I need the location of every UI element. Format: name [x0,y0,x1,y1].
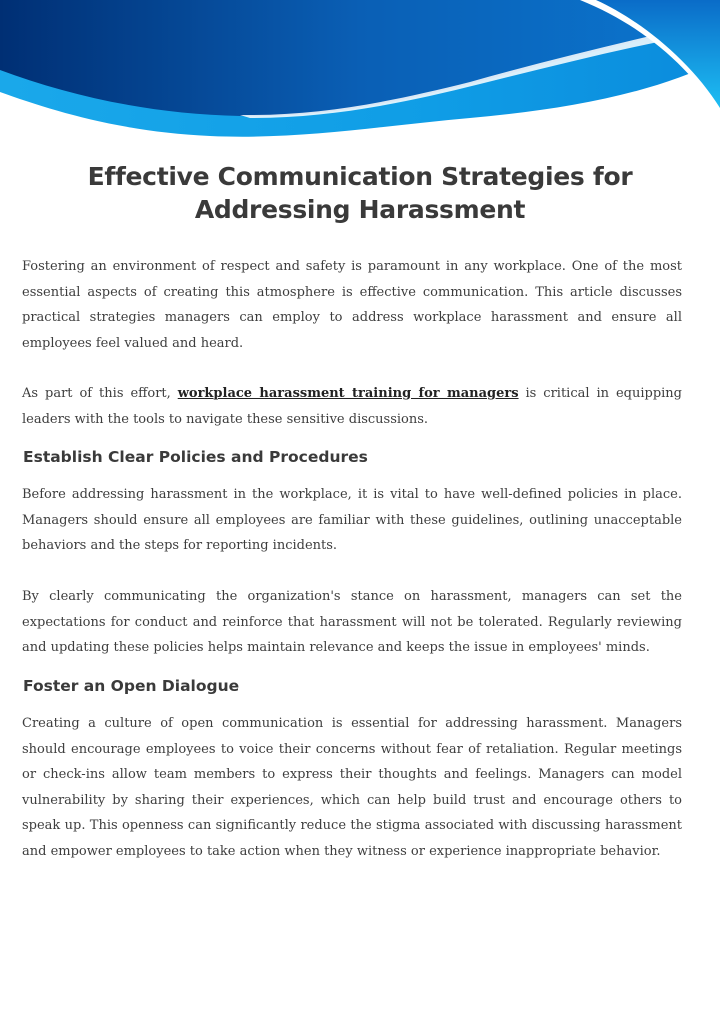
section-heading-policies: Establish Clear Policies and Procedures [23,448,368,466]
dialogue-paragraph: Creating a culture of open communication is essential for addressing harassment. Managers should encourage employees to voice their concerns without fear of retaliation. Regular meetings or check-ins allow team members to express their thoughts and feelings. Managers can model vulnerability by sharing their experiences, which can help build trust and encourage others to speak up. This openness can significantly reduce the stigma associated with discussing harassment and empower employees to take action when they witness or experience inappropriate behavior. [22,716,682,859]
policies-paragraph-2: By clearly communicating the organization's stance on harassment, managers can set the expectations for conduct and reinforce that harassment will not be tolerated. Regularly reviewing and updating these policies helps maintain relevance and keeps the issue in employees' minds. [22,589,682,655]
intro-paragraph-training [22,381,682,432]
intro-paragraph: Fostering an environment of respect and safety is paramount in any workplace. One of the most essential aspects of creating this atmosphere is effective communication. This article discusses practical strategies managers can employ to address workplace harassment and ensure all employees feel valued and heard. [22,259,682,351]
intro-text-after-link: is critical in equipping leaders with the tools to navigate these sensitive discussions. [22,386,683,427]
training-link[interactable]: workplace harassment training for managers [177,386,519,401]
intro-text-before-link: As part of this effort, [22,386,178,401]
policies-paragraph-1: Before addressing harassment in the workplace, it is vital to have well-defined policies in place. Managers should ensure all employees are familiar with these guidelines, outlining unacceptable behaviors and the steps for reporting incidents. [22,487,682,553]
section-heading-dialogue: Foster an Open Dialogue [23,677,240,695]
page-title: Effective Communication Strategies for Addressing Harassment [87,162,633,224]
header-wave-decoration [0,0,720,150]
